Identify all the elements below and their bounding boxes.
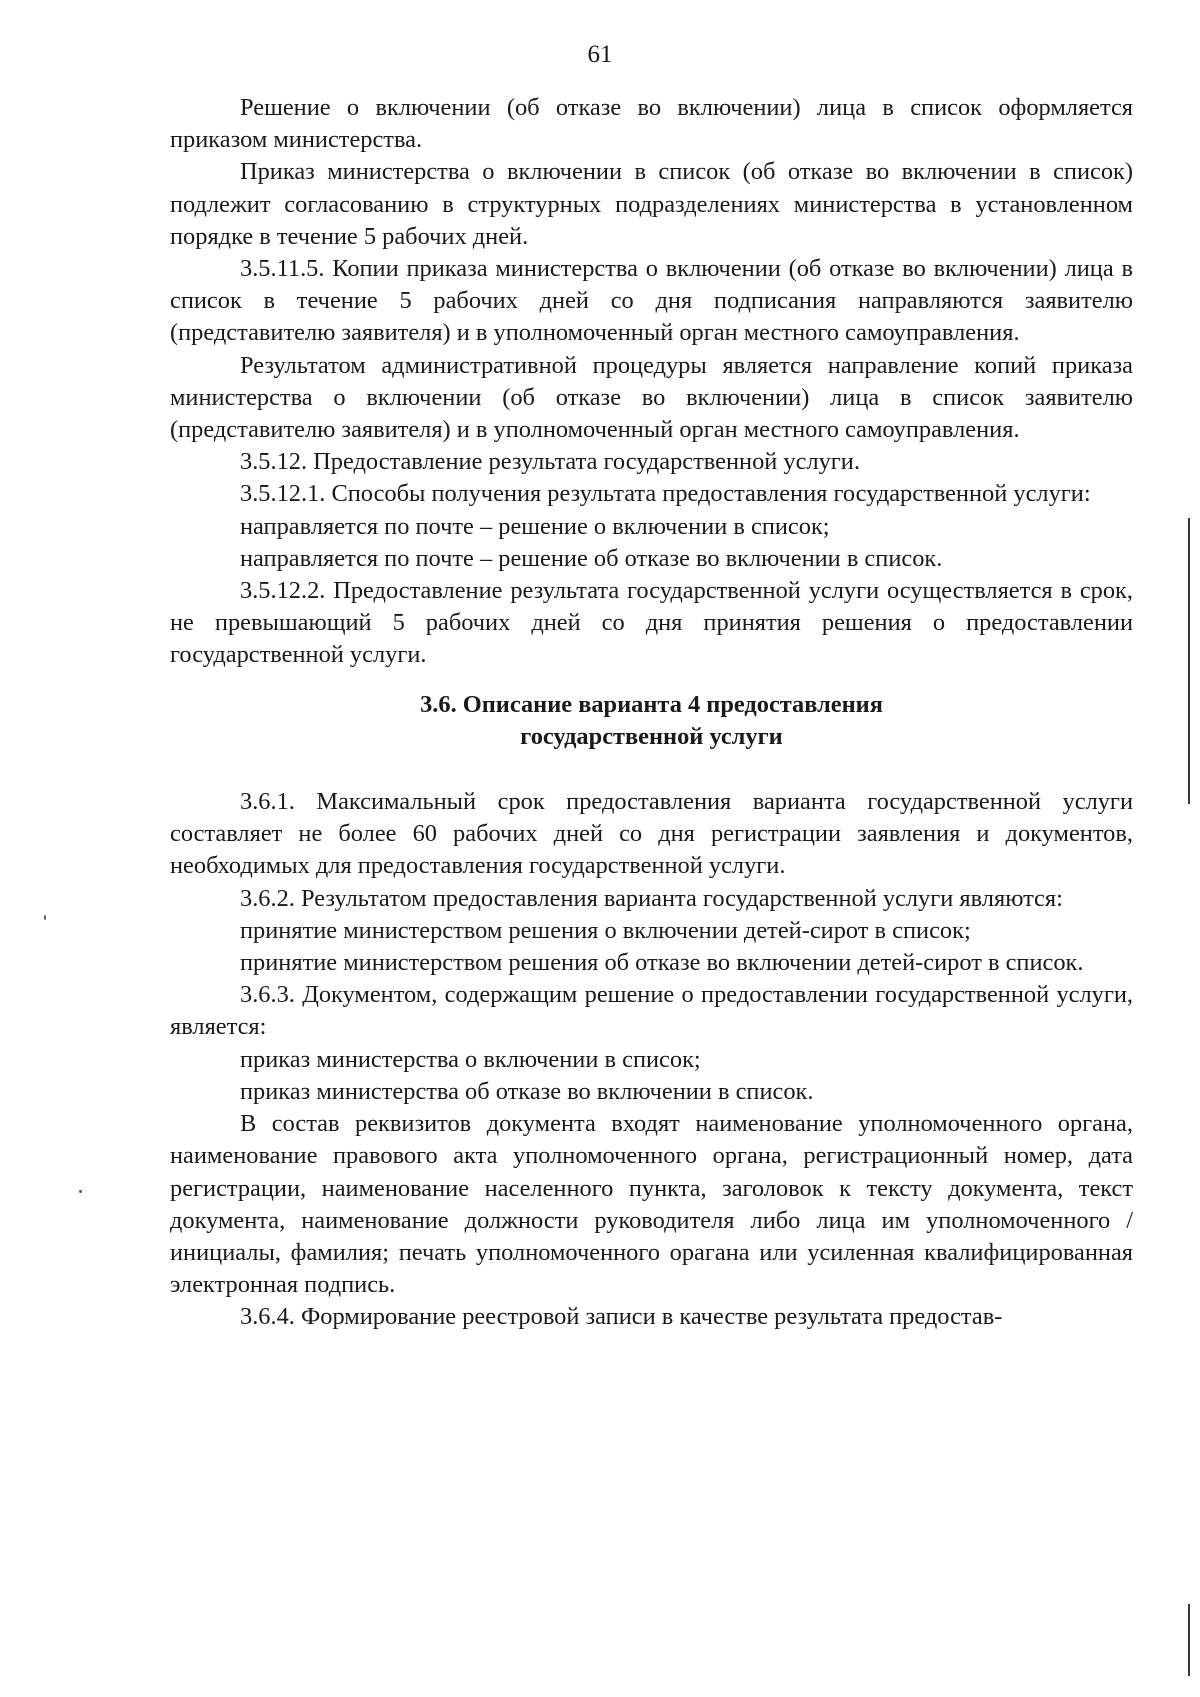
paragraph: Результатом административной процедуры является направление копий приказа министерства о включении (об отказе во включении) лица в список заявителю (представителю заявителя) и в уполномоченный орган местного самоуправления. [170, 351, 1133, 444]
paragraph: принятие министерством решения о включении детей-сирот в список; [240, 916, 971, 944]
paragraph: 3.5.12.2. Предоставление результата государственной услуги осуществляется в срок, не превышающий 5 рабочих дней со дня принятия решения о предоставлении государственной услуги. [170, 577, 1133, 669]
paragraph: приказ министерства об отказе во включении в список. [240, 1077, 814, 1105]
section-heading-line-1: 3.6. Описание варианта 4 предоставления [420, 690, 883, 718]
scan-edge-mark [1188, 518, 1190, 804]
paragraph: принятие министерством решения об отказе во включении детей-сирот в список. [240, 949, 1084, 977]
scan-speck [44, 915, 46, 920]
paragraph: 3.5.12.1. Способы получения результата предоставления государственной услуги: [240, 480, 1091, 508]
section-heading [170, 689, 1133, 753]
paragraph: направляется по почте – решение о включении в список; [240, 512, 830, 540]
document-body [170, 92, 1133, 1334]
paragraph: направляется по почте – решение об отказе во включении в список. [240, 544, 943, 572]
page-number: 61 [587, 41, 613, 68]
paragraph: Приказ министерства о включении в список (об отказе во включении в список) подлежит согласованию в структурных подразделениях министерства в установленном порядке в течение 5 рабочих дней. [170, 158, 1133, 250]
paragraph: 3.5.11.5. Копии приказа министерства о включении (об отказе во включении) лица в список в течение 5 рабочих дней со дня подписания направляются заявителю (представителю заявителя) и в уполномоченный орган местного самоуправления. [170, 255, 1133, 347]
paragraph: В состав реквизитов документа входят наименование уполномоченного органа, наименование правового акта уполномоченного органа, регистрационный номер, дата регистрации, наименование населенного пункта, заголовок к тексту документа, текст документа, наименование должности руководителя либо лица им уполномоченного / инициалы, фамилия; печать уполномоченного орагана или усиленная квалифицированная электронная подпись. [170, 1110, 1133, 1299]
paragraph: 3.6.3. Документом, содержащим решение о предоставлении государственной услуги, является: [170, 981, 1133, 1041]
paragraph: 3.6.2. Результатом предоставления варианта государственной услуги являются: [240, 884, 1063, 912]
scan-edge-mark [1188, 1604, 1190, 1676]
section-heading-line-2: государственной услуги [520, 722, 783, 750]
paragraph: 3.6.1. Максимальный срок предоставления варианта государственной услуги составляет не более 60 рабочих дней со дня регистрации заявления и документов, необходимых для предоставления государственной услуги. [170, 788, 1133, 880]
paragraph: приказ министерства о включении в список; [240, 1045, 701, 1073]
paragraph: 3.5.12. Предоставление результата государственной услуги. [240, 448, 860, 476]
paragraph: 3.6.4. Формирование реестровой записи в качестве результата предостав- [240, 1303, 1003, 1331]
scan-speck [79, 1190, 82, 1193]
paragraph: Решение о включении (об отказе во включении) лица в список оформляется приказом министерства. [170, 94, 1133, 154]
